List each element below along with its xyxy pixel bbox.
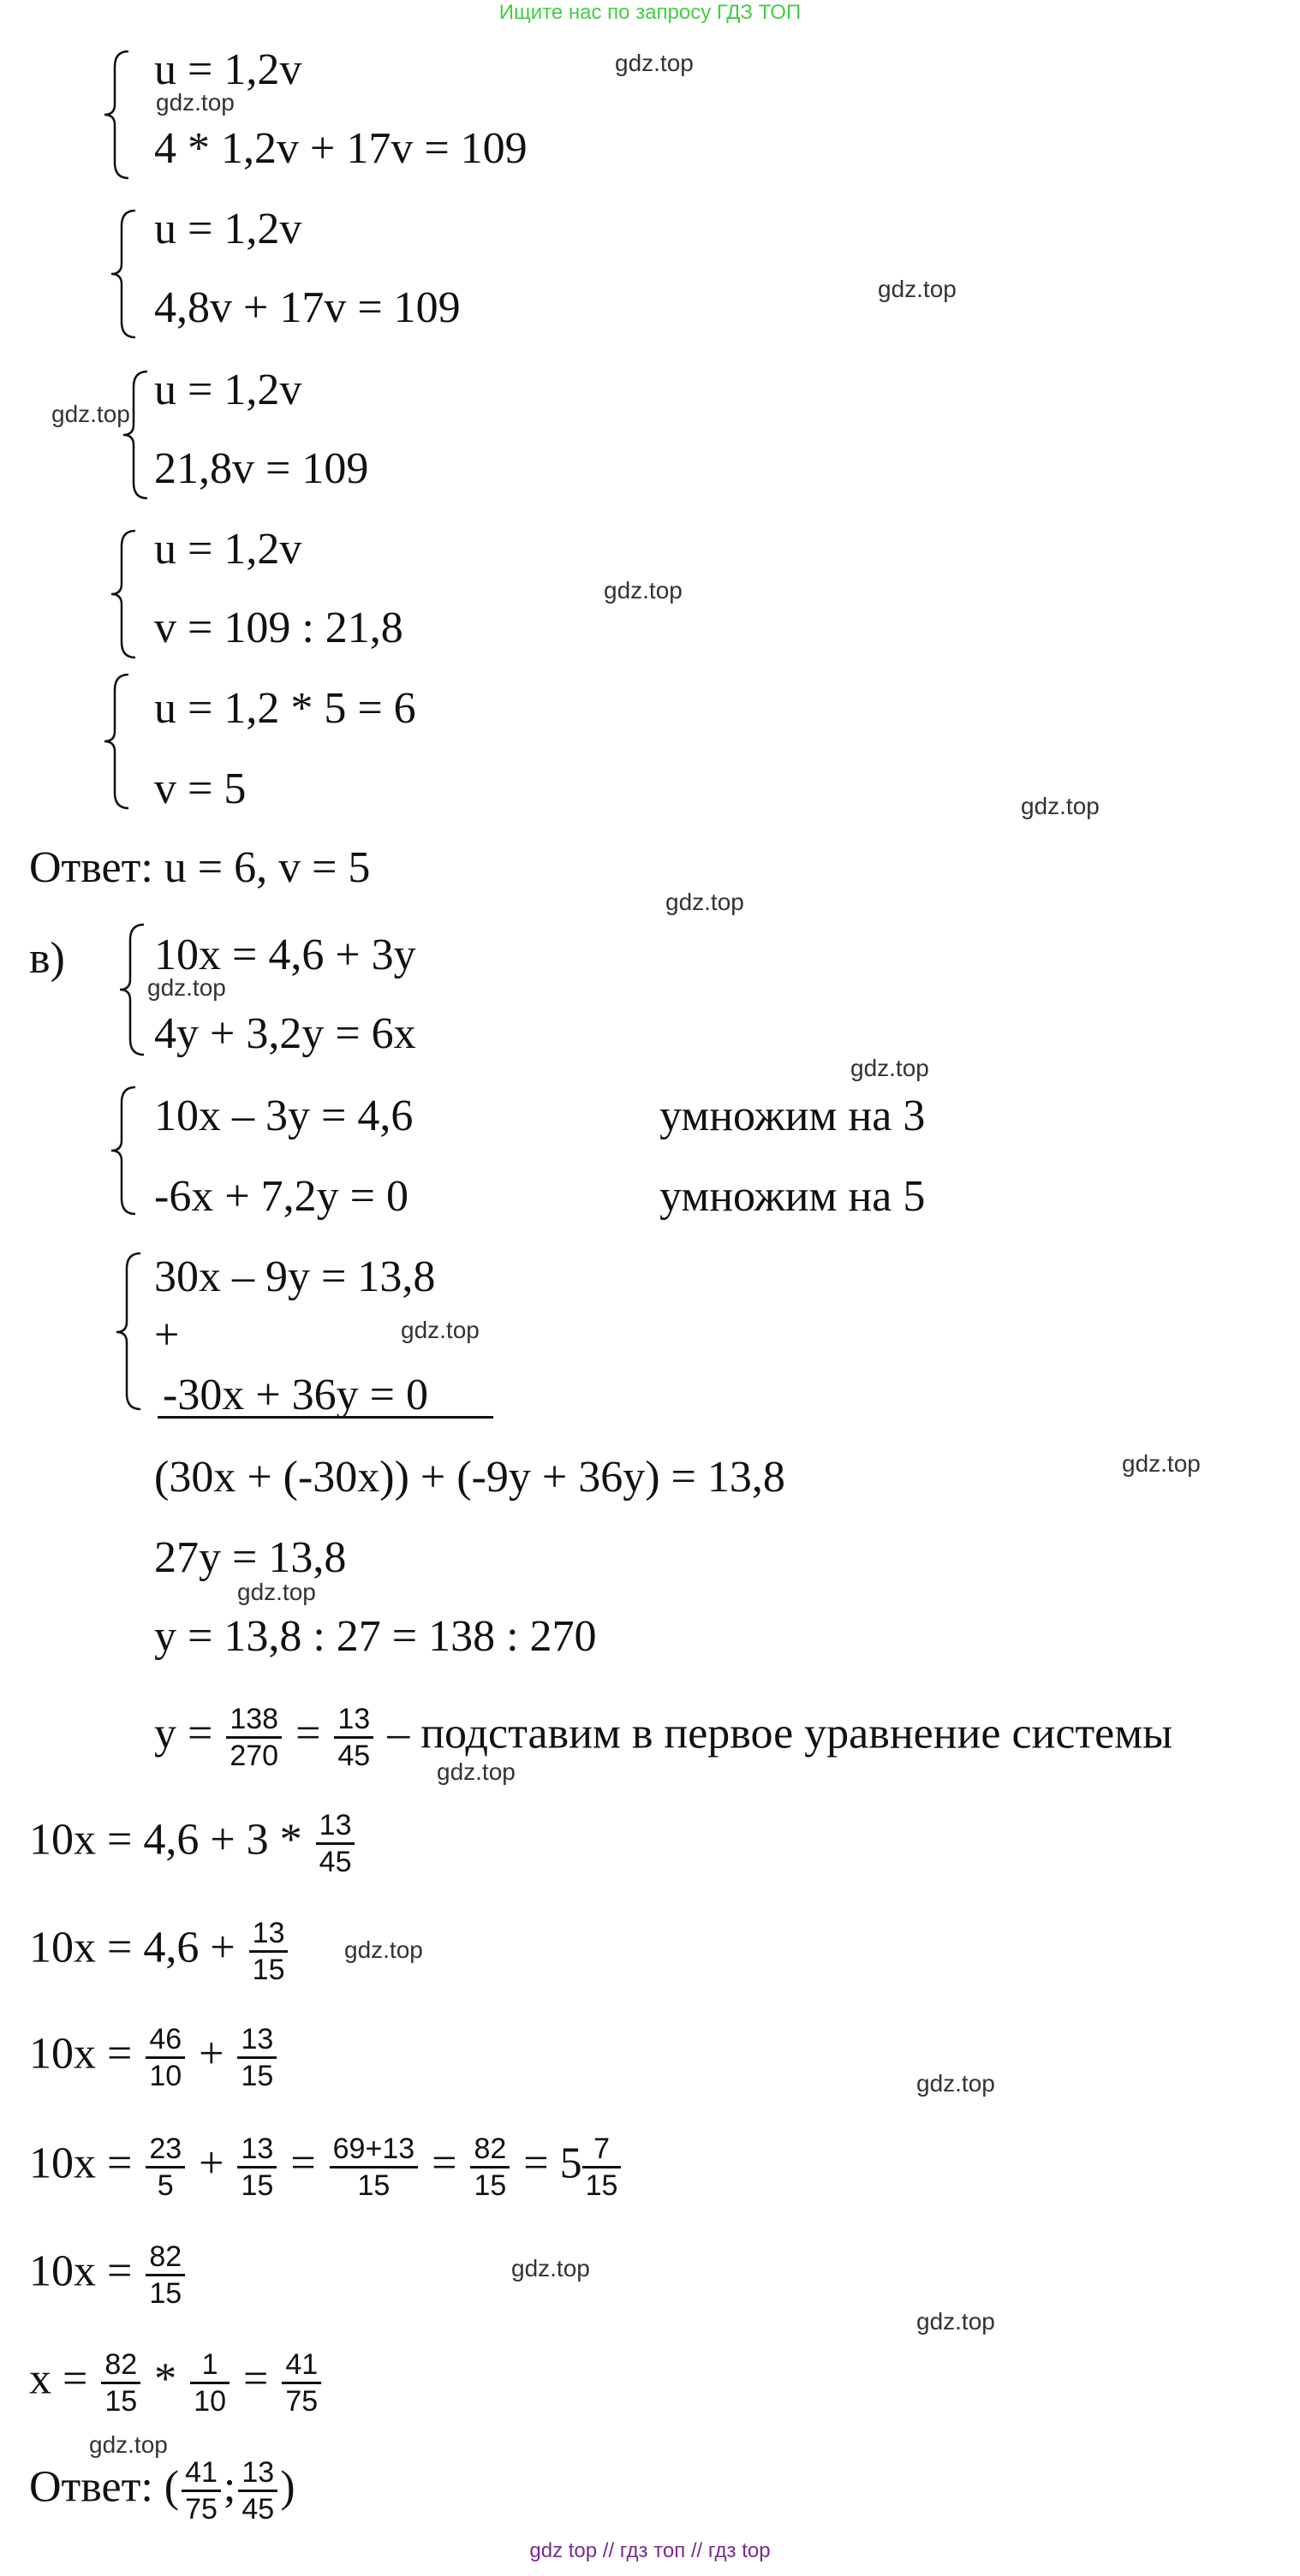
plus-sign: + bbox=[154, 1311, 180, 1359]
watermark: gdz.top bbox=[147, 974, 226, 1001]
equation-line: u = 1,2v bbox=[154, 366, 302, 414]
equation-line: 10x – 3y = 4,6 bbox=[154, 1092, 414, 1140]
system-brace bbox=[113, 1250, 144, 1413]
equation-line: -6x + 7,2y = 0 bbox=[154, 1172, 408, 1221]
watermark: gdz.top bbox=[916, 2308, 995, 2335]
system-brace bbox=[101, 48, 132, 181]
fraction: $\frac{13}{15}$ bbox=[237, 2132, 277, 2203]
equation-line: 10x = 4,6 + 3y bbox=[154, 931, 416, 979]
fraction: $\frac{82}{15}$ bbox=[146, 2240, 185, 2311]
equation-line: x = $\frac{82}{15}$ * $\frac{1}{10}$ = $\frac{41}{75}$ bbox=[29, 2347, 324, 2418]
equation-line: v = 5 bbox=[154, 764, 247, 813]
fraction: $\frac{82}{15}$ bbox=[470, 2132, 510, 2203]
watermark: gdz.top bbox=[850, 1055, 929, 1081]
fraction: $\frac{41}{75}$ bbox=[282, 2347, 321, 2418]
fraction: $\frac{1}{10}$ bbox=[190, 2347, 230, 2418]
watermark: gdz.top bbox=[156, 89, 235, 116]
system-brace bbox=[116, 921, 147, 1058]
watermark: gdz.top bbox=[916, 2070, 995, 2097]
sum-underline bbox=[158, 1416, 493, 1419]
equation-line: 10x = $\frac{46}{10}$ + $\frac{13}{15}$ bbox=[29, 2022, 279, 2093]
equation-line: y = $\frac{138}{270}$ = $\frac{13}{45}$ – подставим в первое уравнение системы bbox=[154, 1703, 1173, 1772]
fraction: $\frac{23}{5}$ bbox=[146, 2132, 185, 2203]
part-label: в) bbox=[29, 934, 65, 983]
watermark: gdz.top bbox=[615, 50, 694, 76]
fraction: $\frac{41}{75}$ bbox=[182, 2455, 221, 2526]
watermark: gdz.top bbox=[665, 889, 744, 915]
watermark: gdz.top bbox=[51, 401, 130, 427]
watermark: gdz.top bbox=[1021, 793, 1100, 819]
fraction: $\frac{13}{45}$ bbox=[238, 2455, 277, 2526]
fraction: $\frac{13}{15}$ bbox=[237, 2022, 277, 2093]
equation-line: 30x – 9y = 13,8 bbox=[154, 1252, 436, 1301]
equation-line: 27y = 13,8 bbox=[154, 1533, 347, 1582]
watermark: gdz.top bbox=[878, 276, 957, 302]
equation-line: u = 1,2 * 5 = 6 bbox=[154, 684, 416, 733]
watermark: gdz.top bbox=[1122, 1450, 1201, 1477]
system-brace bbox=[101, 671, 132, 812]
watermark: gdz.top bbox=[437, 1758, 516, 1785]
equation-line: y = 13,8 : 27 = 138 : 270 bbox=[154, 1612, 597, 1661]
equation-line: v = 109 : 21,8 bbox=[154, 604, 403, 652]
system-brace bbox=[108, 527, 139, 661]
watermark: gdz.top bbox=[344, 1936, 423, 1963]
equation-line: 10x = $\frac{82}{15}$ bbox=[29, 2240, 188, 2311]
equation-line: 21,8v = 109 bbox=[154, 444, 369, 493]
watermark: gdz.top bbox=[604, 577, 683, 604]
equation-line: 10x = $\frac{23}{5}$ + $\frac{13}{15}$ = $\frac{69+13}{15}$ = $\frac{82}{15}$ = 5 $\frac{7}{15}$ bbox=[29, 2132, 623, 2203]
equation-line: u = 1,2v bbox=[154, 205, 302, 253]
equation-line: 10x = 4,6 + 3 * $\frac{13}{45}$ bbox=[29, 1808, 357, 1879]
multiply-note: умножим на 3 bbox=[659, 1092, 926, 1140]
fraction: $\frac{69+13}{15}$ bbox=[330, 2132, 419, 2203]
watermark: gdz.top bbox=[511, 2255, 590, 2282]
answer-b: Ответ: ( $\frac{41}{75}$ ; $\frac{13}{45}$ ) bbox=[29, 2456, 295, 2525]
mixed-fraction: $\frac{7}{15}$ bbox=[582, 2132, 622, 2203]
watermark: gdz.top bbox=[89, 2431, 168, 2458]
fraction: $\frac{13}{45}$ bbox=[316, 1808, 355, 1879]
equation-line: 4y + 3,2y = 6x bbox=[154, 1009, 416, 1058]
fraction: $\frac{13}{15}$ bbox=[249, 1916, 289, 1987]
fraction: $\frac{138}{270}$ bbox=[226, 1702, 282, 1773]
watermark: gdz.top bbox=[237, 1579, 316, 1605]
equation-line: (30x + (-30x)) + (-9y + 36y) = 13,8 bbox=[154, 1453, 785, 1502]
system-brace bbox=[120, 368, 151, 502]
system-brace bbox=[108, 1084, 139, 1217]
equation-line: u = 1,2v bbox=[154, 525, 302, 574]
fraction: $\frac{13}{45}$ bbox=[334, 1702, 373, 1773]
fraction: $\frac{82}{15}$ bbox=[101, 2347, 140, 2418]
footer-links[interactable]: gdz top // гдз топ // гдз top bbox=[529, 2539, 771, 2562]
equation-line: 4 * 1,2v + 17v = 109 bbox=[154, 124, 528, 173]
equation-line: 4,8v + 17v = 109 bbox=[154, 283, 461, 332]
fraction: $\frac{46}{10}$ bbox=[146, 2022, 185, 2093]
equation-line: 10x = 4,6 + $\frac{13}{15}$ bbox=[29, 1916, 290, 1987]
search-banner[interactable]: Ищите нас по запросу ГДЗ ТОП bbox=[498, 1, 802, 24]
equation-line: -30x + 36y = 0 bbox=[163, 1371, 428, 1419]
answer-a: Ответ: u = 6, v = 5 bbox=[29, 843, 371, 892]
multiply-note: умножим на 5 bbox=[659, 1172, 926, 1221]
watermark: gdz.top bbox=[401, 1317, 480, 1343]
equation-line: u = 1,2v bbox=[154, 45, 302, 94]
system-brace bbox=[108, 207, 139, 341]
